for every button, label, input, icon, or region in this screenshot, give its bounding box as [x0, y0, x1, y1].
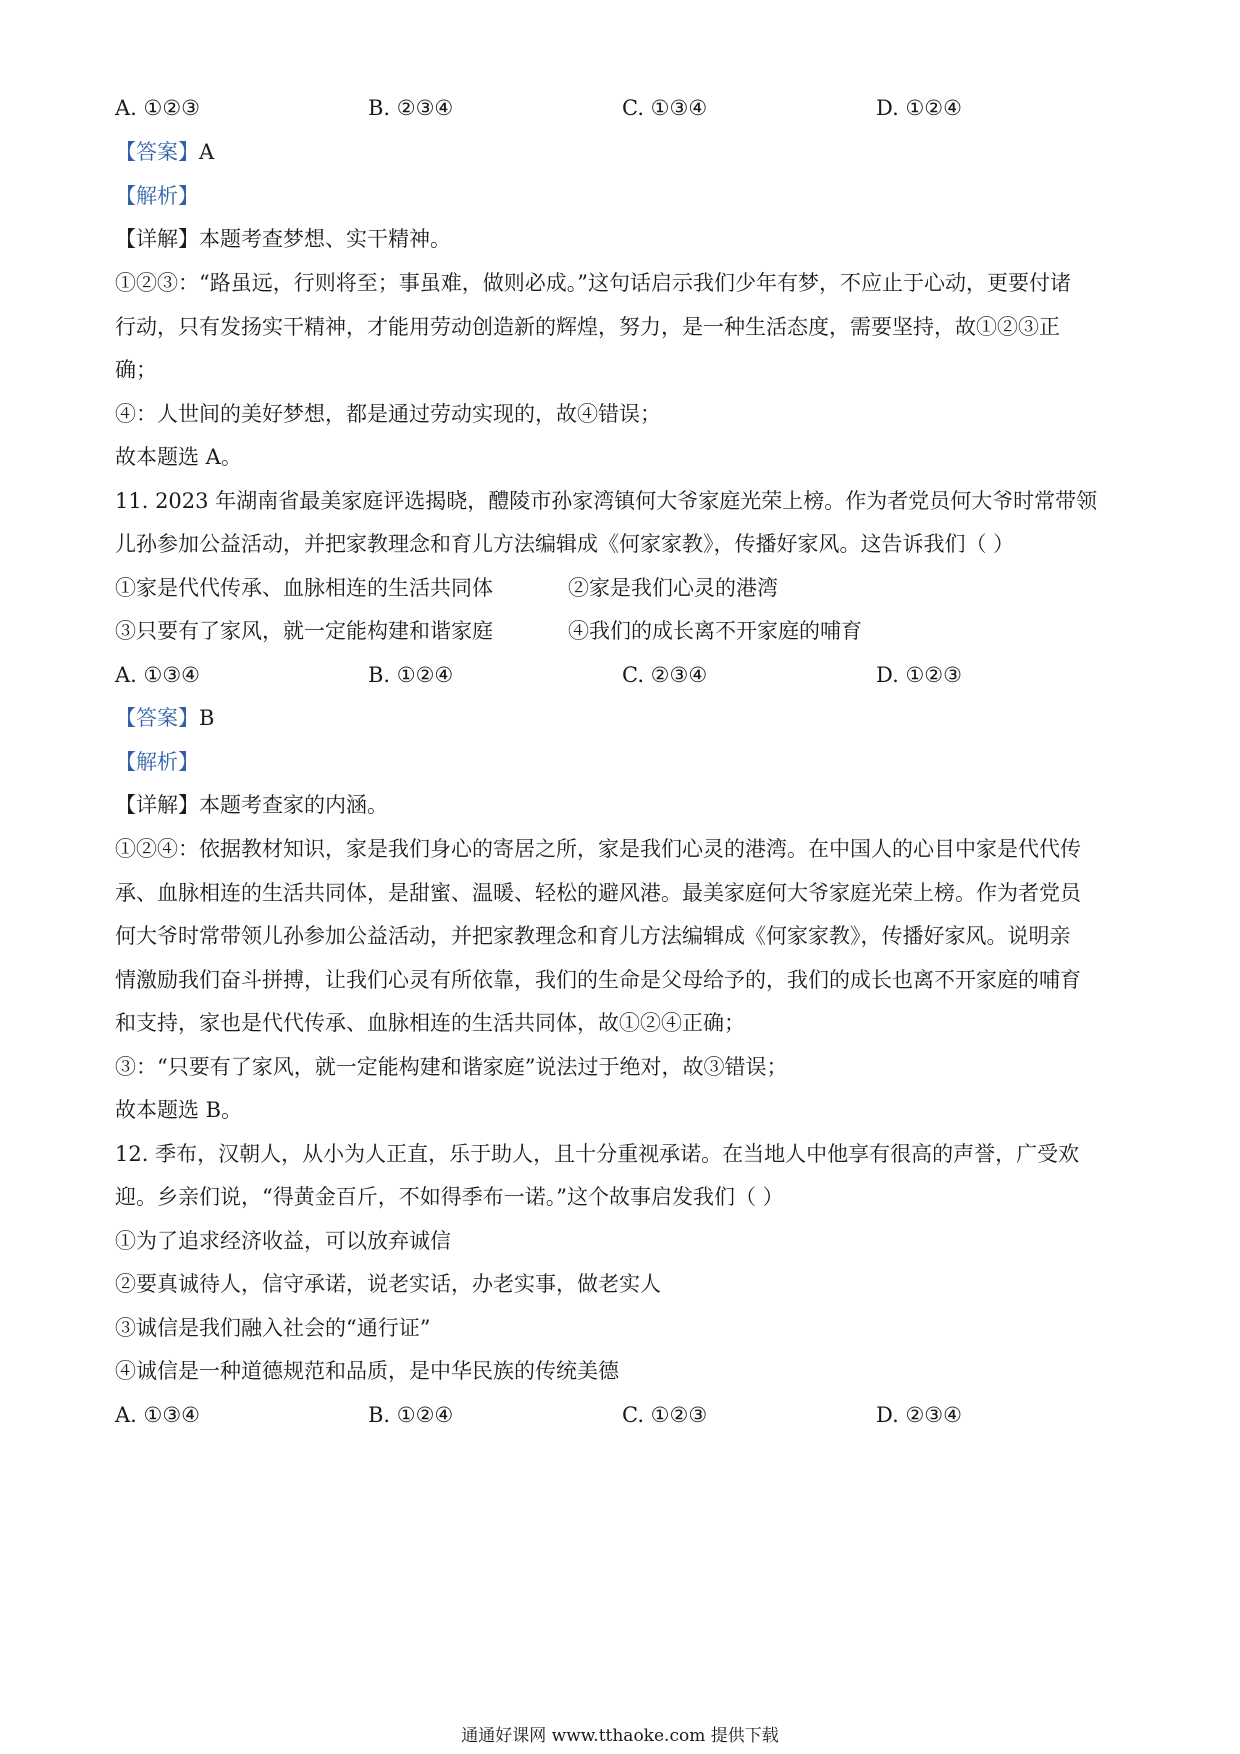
q12-statement-1: ①为了追求经济收益，可以放弃诚信 — [115, 1229, 451, 1253]
q11-line: 和支持，家也是代代传承、血脉相连的生活共同体，故①②④正确； — [115, 1011, 745, 1035]
q10-line: 确； — [115, 358, 157, 382]
q12-stem: 12. 季布，汉朝人，从小为人正直，乐于助人，且十分重视承诺。在当地人中他享有很高的声誉，广受欢 — [115, 1142, 1080, 1166]
q10-option-c: C. ①③④ — [622, 96, 708, 120]
q12-options — [115, 1400, 1125, 1430]
q10-detail: 【详解】本题考查梦想、实干精神。 — [115, 227, 451, 251]
q11-analysis-tag: 【解析】 — [115, 750, 199, 774]
q10-analysis-tag: 【解析】 — [115, 184, 199, 208]
q11-statement-1: ①家是代代传承、血脉相连的生活共同体 — [115, 576, 493, 600]
q10-option-d: D. ①②④ — [876, 96, 962, 120]
q11-option-b: B. ①②④ — [368, 663, 454, 687]
q11-line: 情激励我们奋斗拼搏，让我们心灵有所依靠，我们的生命是父母给予的，我们的成长也离不开家庭的哺育 — [115, 968, 1081, 992]
q11-stem: 儿孙参加公益活动，并把家教理念和育儿方法编辑成《何家家教》，传播好家风。这告诉我们（ ） — [115, 532, 1015, 556]
answer-value: B — [199, 706, 215, 730]
q11-statements-row — [115, 616, 1125, 646]
q10-line: ④：人世间的美好梦想，都是通过劳动实现的，故④错误； — [115, 402, 661, 426]
q11-stem: 11. 2023 年湖南省最美家庭评选揭晓，醴陵市孙家湾镇何大爷家庭光荣上榜。作为者党员何大爷时常带领 — [115, 489, 1098, 513]
q12-option-d: D. ②③④ — [876, 1403, 962, 1427]
q12-stem: 迎。乡亲们说，“得黄金百斤，不如得季布一诺。”这个故事启发我们（ ） — [115, 1185, 784, 1209]
q11-statement-3: ③只要有了家风，就一定能构建和谐家庭 — [115, 619, 493, 643]
q12-option-c: C. ①②③ — [622, 1403, 708, 1427]
q11-line: ①②④：依据教材知识，家是我们身心的寄居之所，家是我们心灵的港湾。在中国人的心目中家是代代传 — [115, 837, 1081, 861]
q10-options — [115, 93, 1125, 123]
q11-statement-2: ②家是我们心灵的港湾 — [568, 576, 778, 600]
q11-statement-4: ④我们的成长离不开家庭的哺育 — [568, 619, 862, 643]
answer-tag: 【答案】 — [115, 706, 199, 730]
q12-statement-3: ③诚信是我们融入社会的“通行证” — [115, 1316, 431, 1340]
q11-line: 故本题选 B。 — [115, 1098, 243, 1122]
q10-option-a: A. ①②③ — [115, 96, 200, 120]
q11-options — [115, 660, 1125, 690]
q11-option-a: A. ①③④ — [115, 663, 200, 687]
q10-line: ①②③：“路虽远，行则将至；事虽难，做则必成。”这句话启示我们少年有梦，不应止于心动，更要付诸 — [115, 271, 1071, 295]
answer-tag: 【答案】 — [115, 140, 199, 164]
q10-line: 故本题选 A。 — [115, 445, 242, 469]
q12-option-b: B. ①②④ — [368, 1403, 454, 1427]
q11-option-d: D. ①②③ — [876, 663, 962, 687]
q11-line: 何大爷时常带领儿孙参加公益活动，并把家教理念和育儿方法编辑成《何家家教》，传播好家风。说明亲 — [115, 924, 1071, 948]
q11-answer — [115, 703, 214, 733]
q11-option-c: C. ②③④ — [622, 663, 708, 687]
page-footer: 通通好课网 www.tthaoke.com 提供下载 — [461, 1726, 779, 1746]
q10-answer — [115, 137, 214, 167]
q11-detail: 【详解】本题考查家的内涵。 — [115, 793, 388, 817]
q11-line: 承、血脉相连的生活共同体，是甜蜜、温暖、轻松的避风港。最美家庭何大爷家庭光荣上榜。作为者党员 — [115, 881, 1081, 905]
q10-option-b: B. ②③④ — [368, 96, 454, 120]
q12-statement-4: ④诚信是一种道德规范和品质，是中华民族的传统美德 — [115, 1359, 619, 1383]
q11-statements-row — [115, 573, 1125, 603]
q11-line: ③：“只要有了家风，就一定能构建和谐家庭”说法过于绝对，故③错误； — [115, 1055, 788, 1079]
q12-statement-2: ②要真诚待人，信守承诺，说老实话，办老实事，做老实人 — [115, 1272, 661, 1296]
q10-line: 行动，只有发扬实干精神，才能用劳动创造新的辉煌，努力，是一种生活态度，需要坚持，故①②③正 — [115, 315, 1060, 339]
answer-value: A — [199, 140, 215, 164]
q12-option-a: A. ①③④ — [115, 1403, 200, 1427]
